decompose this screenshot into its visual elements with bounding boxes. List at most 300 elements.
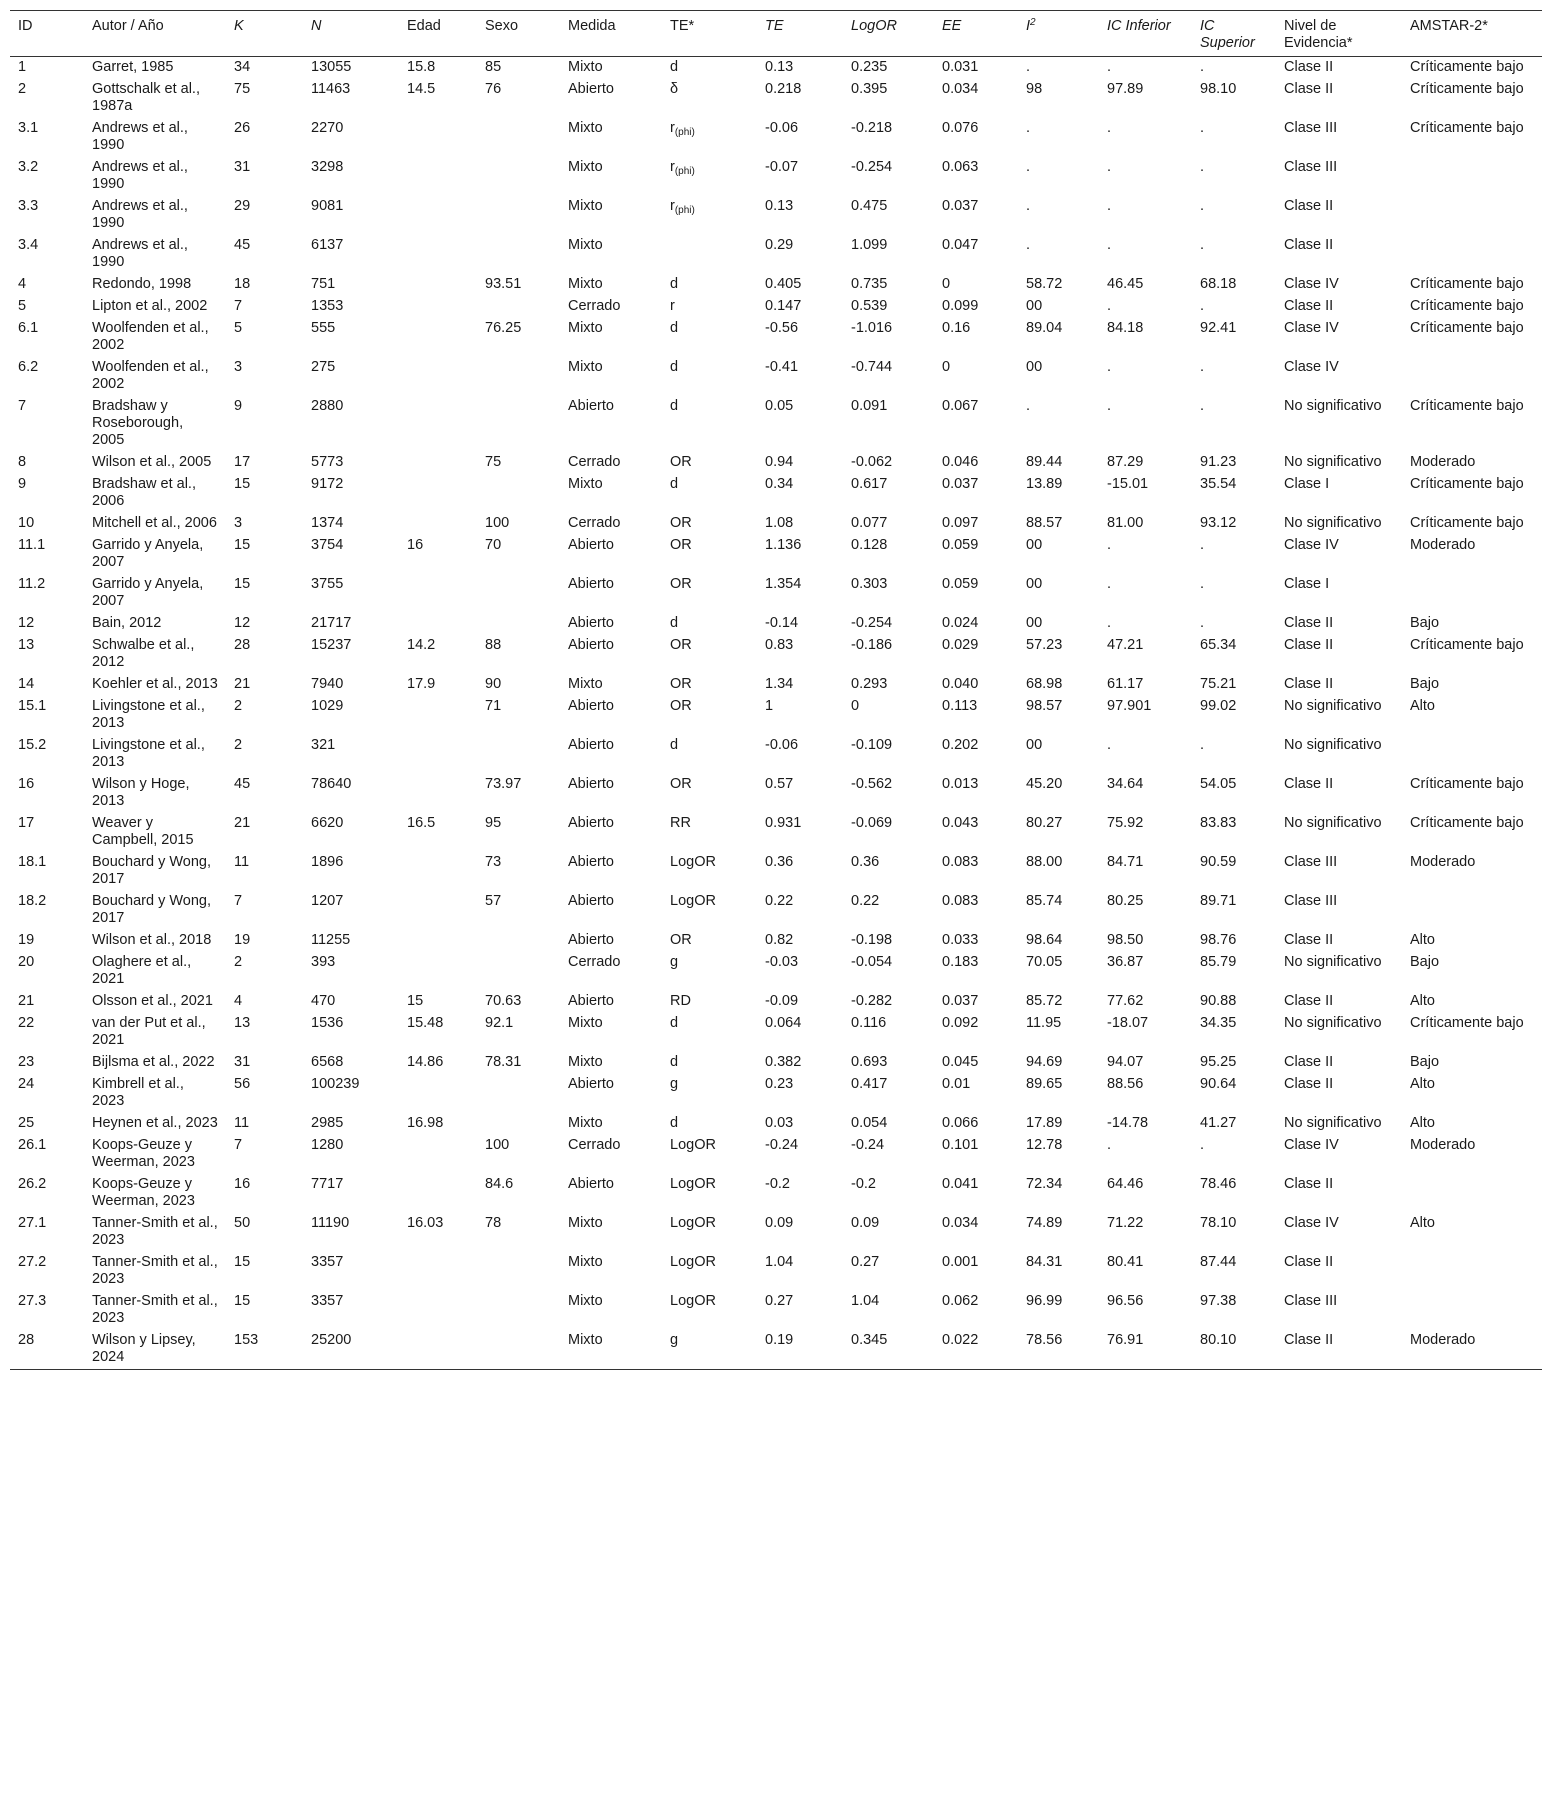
cell-te: 1.04 bbox=[765, 1254, 794, 1270]
cell-amstar bbox=[1402, 235, 1542, 274]
cell-k: 50 bbox=[234, 1215, 251, 1231]
cell-ic-inf: 61.17 bbox=[1107, 676, 1144, 692]
cell-ee: 0.063 bbox=[942, 159, 979, 175]
effect-type-label: g bbox=[670, 954, 679, 970]
cell-edad bbox=[399, 452, 477, 474]
cell-edad bbox=[399, 513, 477, 535]
cell-edad bbox=[399, 952, 477, 991]
cell-ic-sup: . bbox=[1200, 298, 1205, 314]
cell-amstar bbox=[1402, 157, 1542, 196]
cell-ic-sup: . bbox=[1200, 615, 1205, 631]
cell-ee: 0.045 bbox=[942, 1054, 979, 1070]
table-row bbox=[10, 1052, 1542, 1074]
cell-nivel: No significativo bbox=[1284, 737, 1382, 753]
cell-id: 23 bbox=[18, 1054, 35, 1070]
cell-id: 21 bbox=[18, 993, 35, 1009]
cell-medida: Mixto bbox=[568, 476, 603, 492]
cell-nivel: Clase III bbox=[1284, 893, 1338, 909]
table-row bbox=[10, 1213, 1542, 1252]
cell-te: -0.41 bbox=[765, 359, 799, 375]
cell-ic-inf: 80.41 bbox=[1107, 1254, 1144, 1270]
cell-amstar: Críticamente bajo bbox=[1410, 515, 1524, 531]
cell-edad bbox=[399, 891, 477, 930]
cell-te: 0.931 bbox=[765, 815, 802, 831]
cell-autor: Garrido y Anyela, 2007 bbox=[92, 537, 204, 570]
cell-k: 29 bbox=[234, 198, 251, 214]
cell-logor: 0.475 bbox=[851, 198, 888, 214]
cell-k: 2 bbox=[234, 698, 243, 714]
effect-type-label: OR bbox=[670, 576, 692, 592]
table-row bbox=[10, 1291, 1542, 1330]
cell-sexo: 76.25 bbox=[485, 320, 522, 336]
cell-k: 153 bbox=[234, 1332, 259, 1348]
cell-n: 13055 bbox=[311, 59, 352, 75]
cell-amstar: Críticamente bajo bbox=[1410, 776, 1524, 792]
cell-edad bbox=[399, 696, 477, 735]
cell-te-star bbox=[662, 674, 757, 696]
cell-te: 0.19 bbox=[765, 1332, 794, 1348]
col-header-nivel: Nivel de Evidencia* bbox=[1284, 18, 1353, 51]
cell-nivel: Clase II bbox=[1284, 59, 1334, 75]
cell-medida: Mixto bbox=[568, 1332, 603, 1348]
cell-i2: 00 bbox=[1026, 576, 1043, 592]
cell-medida: Abierto bbox=[568, 737, 614, 753]
cell-te: 0.29 bbox=[765, 237, 794, 253]
cell-sexo bbox=[477, 952, 560, 991]
cell-n: 15237 bbox=[311, 637, 352, 653]
cell-amstar: Bajo bbox=[1410, 1054, 1440, 1070]
cell-ic-sup: 91.23 bbox=[1200, 454, 1237, 470]
cell-amstar bbox=[1402, 1174, 1542, 1213]
cell-id: 27.3 bbox=[18, 1293, 47, 1309]
cell-i2: 78.56 bbox=[1026, 1332, 1063, 1348]
cell-nivel: Clase II bbox=[1284, 637, 1334, 653]
cell-k: 3 bbox=[234, 515, 243, 531]
cell-k: 18 bbox=[234, 276, 251, 292]
cell-te-star bbox=[662, 891, 757, 930]
cell-i2: 72.34 bbox=[1026, 1176, 1063, 1192]
cell-ee: 0.113 bbox=[942, 698, 978, 714]
cell-te: 0.94 bbox=[765, 454, 794, 470]
effect-type-label: LogOR bbox=[670, 893, 716, 909]
cell-id: 14 bbox=[18, 676, 35, 692]
cell-te: 1.08 bbox=[765, 515, 794, 531]
cell-edad bbox=[399, 1174, 477, 1213]
effect-type-label: OR bbox=[670, 676, 692, 692]
cell-te: 0.064 bbox=[765, 1015, 802, 1031]
cell-autor: Garret, 1985 bbox=[92, 59, 174, 75]
cell-autor: Kimbrell et al., 2023 bbox=[92, 1076, 184, 1109]
col-header-amstar: AMSTAR-2* bbox=[1410, 18, 1488, 34]
cell-n: 2270 bbox=[311, 120, 344, 136]
cell-i2: 57.23 bbox=[1026, 637, 1063, 653]
cell-i2: 45.20 bbox=[1026, 776, 1063, 792]
cell-i2: 88.00 bbox=[1026, 854, 1063, 870]
cell-te: 0.27 bbox=[765, 1293, 794, 1309]
cell-k: 19 bbox=[234, 932, 251, 948]
table-row bbox=[10, 196, 1542, 235]
cell-i2: 70.05 bbox=[1026, 954, 1063, 970]
cell-ic-inf: 36.87 bbox=[1107, 954, 1144, 970]
cell-te-star bbox=[662, 574, 757, 613]
table-row bbox=[10, 696, 1542, 735]
cell-i2: 00 bbox=[1026, 615, 1043, 631]
cell-sexo: 75 bbox=[485, 454, 502, 470]
effect-type-label: OR bbox=[670, 454, 692, 470]
cell-ic-inf: 47.21 bbox=[1107, 637, 1144, 653]
cell-logor: -0.282 bbox=[851, 993, 893, 1009]
effect-type-label: LogOR bbox=[670, 1137, 716, 1153]
cell-nivel: Clase II bbox=[1284, 993, 1334, 1009]
cell-k: 11 bbox=[234, 854, 250, 870]
table-row bbox=[10, 852, 1542, 891]
cell-nivel: Clase IV bbox=[1284, 537, 1339, 553]
effect-type-label: LogOR bbox=[670, 1254, 716, 1270]
cell-nivel: Clase I bbox=[1284, 476, 1330, 492]
cell-ic-inf: 75.92 bbox=[1107, 815, 1144, 831]
cell-sexo bbox=[477, 735, 560, 774]
cell-i2: 88.57 bbox=[1026, 515, 1063, 531]
cell-te-star bbox=[662, 452, 757, 474]
cell-k: 16 bbox=[234, 1176, 251, 1192]
cell-autor: Schwalbe et al., 2012 bbox=[92, 637, 195, 670]
cell-te: -0.56 bbox=[765, 320, 799, 336]
cell-i2: 89.65 bbox=[1026, 1076, 1063, 1092]
cell-ic-sup: 99.02 bbox=[1200, 698, 1237, 714]
cell-ic-sup: . bbox=[1200, 359, 1205, 375]
cell-medida: Abierto bbox=[568, 893, 614, 909]
cell-autor: Gottschalk et al., 1987a bbox=[92, 81, 200, 114]
effect-type-label: r bbox=[670, 298, 675, 314]
cell-ic-sup: . bbox=[1200, 159, 1205, 175]
cell-nivel: No significativo bbox=[1284, 1015, 1382, 1031]
cell-autor: Bain, 2012 bbox=[92, 615, 162, 631]
cell-sexo bbox=[477, 357, 560, 396]
cell-id: 11.2 bbox=[18, 576, 46, 592]
cell-autor: Koehler et al., 2013 bbox=[92, 676, 218, 692]
cell-nivel: No significativo bbox=[1284, 454, 1382, 470]
cell-te-star bbox=[662, 613, 757, 635]
cell-id: 18.2 bbox=[18, 893, 47, 909]
cell-id: 15.1 bbox=[18, 698, 47, 714]
cell-amstar: Alto bbox=[1410, 993, 1435, 1009]
cell-logor: -0.254 bbox=[851, 159, 893, 175]
col-header-sexo: Sexo bbox=[485, 18, 519, 34]
cell-ee: 0.001 bbox=[942, 1254, 979, 1270]
cell-n: 1374 bbox=[311, 515, 344, 531]
cell-ic-sup: 75.21 bbox=[1200, 676, 1237, 692]
table-row bbox=[10, 513, 1542, 535]
cell-edad: 14.86 bbox=[407, 1054, 444, 1070]
cell-medida: Mixto bbox=[568, 120, 603, 136]
cell-sexo bbox=[477, 396, 560, 452]
cell-n: 3755 bbox=[311, 576, 344, 592]
cell-i2: 74.89 bbox=[1026, 1215, 1063, 1231]
cell-i2: . bbox=[1026, 237, 1031, 253]
cell-te-star bbox=[662, 1113, 757, 1135]
table-body bbox=[10, 57, 1542, 1370]
cell-k: 7 bbox=[234, 1137, 243, 1153]
cell-ee: 0.034 bbox=[942, 81, 979, 97]
cell-ic-inf: 34.64 bbox=[1107, 776, 1144, 792]
cell-logor: -0.24 bbox=[851, 1137, 885, 1153]
cell-te-star bbox=[662, 1174, 757, 1213]
cell-id: 9 bbox=[18, 476, 27, 492]
cell-logor: -0.218 bbox=[851, 120, 893, 136]
cell-ic-sup: 95.25 bbox=[1200, 1054, 1237, 1070]
cell-nivel: Clase II bbox=[1284, 81, 1334, 97]
cell-k: 7 bbox=[234, 893, 243, 909]
cell-logor: 0.077 bbox=[851, 515, 888, 531]
effect-type-label: d bbox=[670, 737, 679, 753]
cell-logor: 0.417 bbox=[851, 1076, 888, 1092]
cell-te-star bbox=[662, 157, 757, 196]
cell-nivel: No significativo bbox=[1284, 1115, 1382, 1131]
table-row bbox=[10, 1252, 1542, 1291]
cell-sexo: 70.63 bbox=[485, 993, 522, 1009]
table-row bbox=[10, 1135, 1542, 1174]
cell-medida: Cerrado bbox=[568, 1137, 621, 1153]
cell-te-star bbox=[662, 991, 757, 1013]
cell-te: 1.136 bbox=[765, 537, 802, 553]
cell-n: 11190 bbox=[311, 1215, 350, 1231]
cell-te-star bbox=[662, 696, 757, 735]
effect-type-label: d bbox=[670, 1115, 679, 1131]
cell-i2: 85.74 bbox=[1026, 893, 1063, 909]
cell-te-star bbox=[662, 535, 757, 574]
cell-id: 1 bbox=[18, 59, 27, 75]
cell-sexo bbox=[477, 1113, 560, 1135]
cell-te: -0.03 bbox=[765, 954, 799, 970]
cell-nivel: Clase III bbox=[1284, 159, 1338, 175]
cell-edad bbox=[399, 1291, 477, 1330]
cell-te-star bbox=[662, 735, 757, 774]
cell-ic-inf: 87.29 bbox=[1107, 454, 1144, 470]
cell-ee: 0.033 bbox=[942, 932, 979, 948]
cell-id: 6.1 bbox=[18, 320, 39, 336]
cell-ic-sup: 90.88 bbox=[1200, 993, 1237, 1009]
cell-n: 2880 bbox=[311, 398, 344, 414]
cell-autor: Koops-Geuze y Weerman, 2023 bbox=[92, 1137, 195, 1170]
cell-ic-inf: 77.62 bbox=[1107, 993, 1144, 1009]
cell-id: 27.2 bbox=[18, 1254, 47, 1270]
cell-logor: 0 bbox=[851, 698, 860, 714]
cell-id: 7 bbox=[18, 398, 27, 414]
cell-autor: Heynen et al., 2023 bbox=[92, 1115, 218, 1131]
cell-autor: Bouchard y Wong, 2017 bbox=[92, 854, 212, 887]
cell-ic-inf: . bbox=[1107, 615, 1112, 631]
i2-base: I bbox=[1026, 18, 1031, 34]
cell-amstar: Críticamente bajo bbox=[1410, 120, 1524, 136]
cell-ee: 0.037 bbox=[942, 476, 979, 492]
cell-amstar: Moderado bbox=[1410, 537, 1476, 553]
cell-amstar bbox=[1402, 891, 1542, 930]
cell-ee: 0.067 bbox=[942, 398, 979, 414]
cell-ic-sup: 85.79 bbox=[1200, 954, 1237, 970]
cell-ic-inf: 84.71 bbox=[1107, 854, 1144, 870]
cell-nivel: Clase II bbox=[1284, 1254, 1334, 1270]
cell-logor: -0.744 bbox=[851, 359, 893, 375]
cell-autor: Olaghere et al., 2021 bbox=[92, 954, 192, 987]
cell-k: 3 bbox=[234, 359, 243, 375]
effect-type-label: OR bbox=[670, 698, 692, 714]
cell-autor: Bradshaw et al., 2006 bbox=[92, 476, 196, 509]
cell-amstar: Alto bbox=[1410, 698, 1435, 714]
cell-edad bbox=[399, 735, 477, 774]
effect-type-label: RR bbox=[670, 815, 691, 831]
col-header-edad: Edad bbox=[407, 18, 441, 34]
cell-nivel: Clase III bbox=[1284, 120, 1338, 136]
cell-nivel: No significativo bbox=[1284, 398, 1382, 414]
cell-te: 0.03 bbox=[765, 1115, 794, 1131]
cell-n: 6137 bbox=[311, 237, 344, 253]
cell-id: 27.1 bbox=[18, 1215, 47, 1231]
cell-logor: 0.09 bbox=[851, 1215, 880, 1231]
cell-i2: 17.89 bbox=[1026, 1115, 1063, 1131]
cell-ic-sup: . bbox=[1200, 120, 1205, 136]
cell-k: 28 bbox=[234, 637, 251, 653]
cell-ee: 0.076 bbox=[942, 120, 979, 136]
cell-ee: 0.092 bbox=[942, 1015, 979, 1031]
effect-type-label: d bbox=[670, 476, 679, 492]
cell-amstar: Bajo bbox=[1410, 676, 1440, 692]
cell-nivel: Clase III bbox=[1284, 1293, 1338, 1309]
cell-amstar bbox=[1402, 1252, 1542, 1291]
cell-te-star bbox=[662, 235, 757, 274]
effect-type-label: d bbox=[670, 359, 679, 375]
cell-sexo bbox=[477, 1074, 560, 1113]
table-row bbox=[10, 296, 1542, 318]
cell-sexo bbox=[477, 118, 560, 157]
cell-edad: 14.2 bbox=[407, 637, 436, 653]
cell-i2: 84.31 bbox=[1026, 1254, 1063, 1270]
cell-medida: Mixto bbox=[568, 1054, 603, 1070]
cell-autor: Woolfenden et al., 2002 bbox=[92, 359, 209, 392]
cell-autor: Bouchard y Wong, 2017 bbox=[92, 893, 212, 926]
cell-n: 25200 bbox=[311, 1332, 352, 1348]
cell-i2: 00 bbox=[1026, 737, 1043, 753]
cell-sexo bbox=[477, 930, 560, 952]
table-row bbox=[10, 118, 1542, 157]
cell-i2: 98 bbox=[1026, 81, 1043, 97]
cell-amstar bbox=[1402, 196, 1542, 235]
cell-id: 3.3 bbox=[18, 198, 39, 214]
cell-logor: -0.2 bbox=[851, 1176, 876, 1192]
cell-ic-inf: . bbox=[1107, 398, 1112, 414]
cell-logor: -0.254 bbox=[851, 615, 893, 631]
cell-te-star bbox=[662, 318, 757, 357]
cell-te: 0.34 bbox=[765, 476, 794, 492]
cell-ic-sup: 34.35 bbox=[1200, 1015, 1237, 1031]
cell-ee: 0.040 bbox=[942, 676, 979, 692]
cell-nivel: Clase II bbox=[1284, 932, 1334, 948]
table-row bbox=[10, 574, 1542, 613]
col-header-te: TE bbox=[765, 18, 784, 34]
cell-id: 19 bbox=[18, 932, 35, 948]
table-row bbox=[10, 635, 1542, 674]
cell-sexo: 84.6 bbox=[485, 1176, 514, 1192]
cell-id: 6.2 bbox=[18, 359, 39, 375]
cell-id: 10 bbox=[18, 515, 35, 531]
cell-n: 555 bbox=[311, 320, 336, 336]
cell-autor: Andrews et al., 1990 bbox=[92, 198, 188, 231]
cell-sexo bbox=[477, 474, 560, 513]
cell-i2: 11.95 bbox=[1026, 1015, 1062, 1031]
cell-k: 34 bbox=[234, 59, 251, 75]
col-header-i2 bbox=[1018, 11, 1099, 57]
cell-logor: 1.099 bbox=[851, 237, 888, 253]
cell-logor: 0.091 bbox=[851, 398, 888, 414]
cell-ee: 0.083 bbox=[942, 893, 979, 909]
cell-autor: Bijlsma et al., 2022 bbox=[92, 1054, 215, 1070]
cell-te-star bbox=[662, 513, 757, 535]
effect-type-label: OR bbox=[670, 537, 692, 553]
effect-type-label: g bbox=[670, 1332, 679, 1348]
cell-te: 0.147 bbox=[765, 298, 802, 314]
cell-id: 12 bbox=[18, 615, 35, 631]
cell-id: 3.1 bbox=[18, 120, 39, 136]
cell-nivel: Clase III bbox=[1284, 854, 1338, 870]
cell-ee: 0.029 bbox=[942, 637, 979, 653]
effect-type-label: OR bbox=[670, 776, 692, 792]
cell-medida: Abierto bbox=[568, 993, 614, 1009]
cell-i2: . bbox=[1026, 59, 1031, 75]
cell-ic-inf: . bbox=[1107, 576, 1112, 592]
cell-k: 75 bbox=[234, 81, 251, 97]
cell-id: 15.2 bbox=[18, 737, 47, 753]
cell-te-star bbox=[662, 357, 757, 396]
cell-logor: 0.054 bbox=[851, 1115, 888, 1131]
cell-medida: Mixto bbox=[568, 676, 603, 692]
cell-autor: Wilson y Hoge, 2013 bbox=[92, 776, 190, 809]
cell-edad bbox=[399, 318, 477, 357]
cell-ee: 0.059 bbox=[942, 576, 979, 592]
cell-amstar: Críticamente bajo bbox=[1410, 637, 1524, 653]
cell-autor: Woolfenden et al., 2002 bbox=[92, 320, 209, 353]
cell-logor: 1.04 bbox=[851, 1293, 880, 1309]
cell-ic-sup: . bbox=[1200, 59, 1205, 75]
cell-k: 15 bbox=[234, 1254, 251, 1270]
cell-sexo: 90 bbox=[485, 676, 502, 692]
col-header-te-star: TE* bbox=[670, 18, 695, 34]
cell-te: -0.06 bbox=[765, 120, 799, 136]
cell-autor: Tanner-Smith et al., 2023 bbox=[92, 1215, 218, 1248]
cell-nivel: Clase I bbox=[1284, 576, 1330, 592]
cell-edad: 15 bbox=[407, 993, 424, 1009]
cell-nivel: Clase II bbox=[1284, 1054, 1334, 1070]
cell-n: 2985 bbox=[311, 1115, 344, 1131]
cell-te-star bbox=[662, 1291, 757, 1330]
cell-ee: 0.059 bbox=[942, 537, 979, 553]
cell-n: 1029 bbox=[311, 698, 344, 714]
cell-autor: Wilson y Lipsey, 2024 bbox=[92, 1332, 196, 1365]
cell-autor: Wilson et al., 2018 bbox=[92, 932, 212, 948]
cell-ic-sup: 97.38 bbox=[1200, 1293, 1237, 1309]
cell-logor: -0.062 bbox=[851, 454, 893, 470]
cell-ic-inf: . bbox=[1107, 198, 1112, 214]
cell-logor: -0.069 bbox=[851, 815, 893, 831]
cell-sexo: 100 bbox=[485, 1137, 510, 1153]
cell-edad bbox=[399, 157, 477, 196]
cell-medida: Abierto bbox=[568, 815, 614, 831]
cell-ee: 0.066 bbox=[942, 1115, 979, 1131]
cell-nivel: Clase II bbox=[1284, 298, 1334, 314]
cell-edad bbox=[399, 774, 477, 813]
cell-te-star bbox=[662, 1330, 757, 1370]
cell-te-star bbox=[662, 1074, 757, 1113]
cell-amstar: Críticamente bajo bbox=[1410, 815, 1524, 831]
table-row bbox=[10, 157, 1542, 196]
